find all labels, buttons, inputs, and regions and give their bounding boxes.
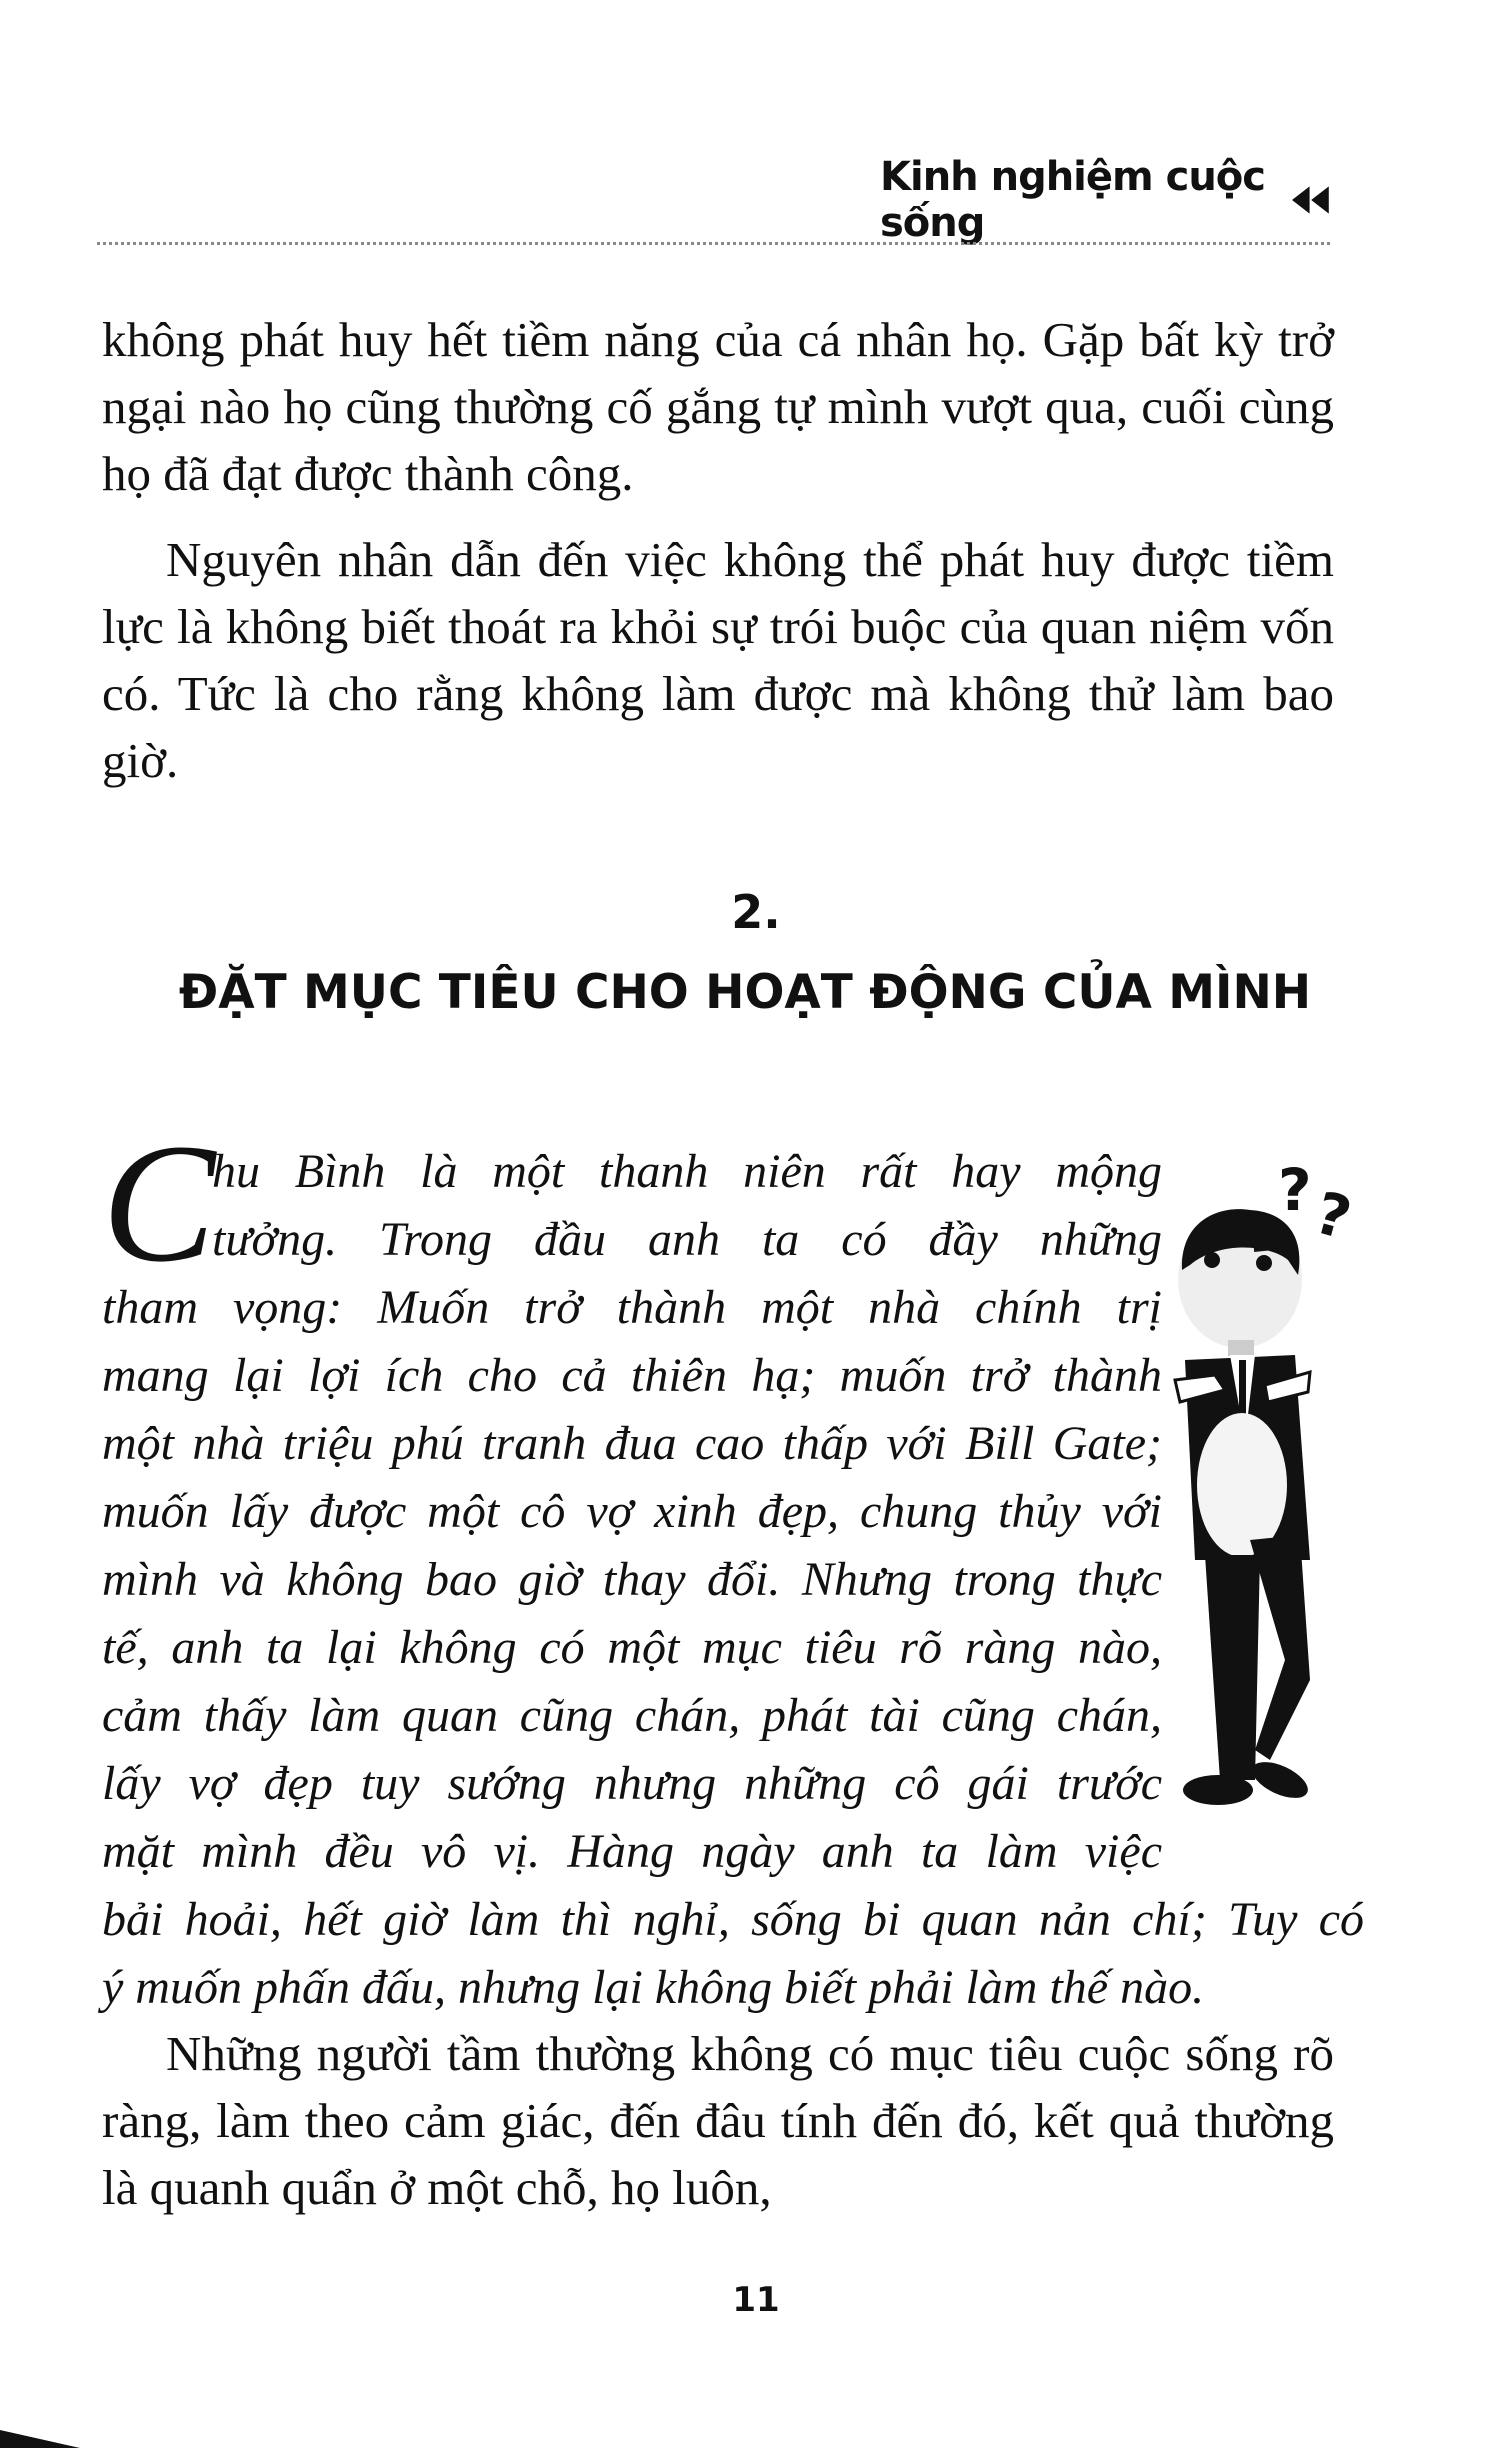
- story-line: cảm thấy làm quan cũng chán, phát tài cũng chán,: [102, 1689, 1162, 1742]
- story-line: một nhà triệu phú tranh đua cao thấp với Bill Gate;: [102, 1417, 1162, 1470]
- rewind-icon: [1292, 183, 1330, 217]
- section-title: ĐẶT MỤC TIÊU CHO HOẠT ĐỘNG CỦA MÌNH: [178, 965, 1312, 1020]
- question-mark-icon: ?: [1278, 1156, 1312, 1224]
- question-mark-icon: ?: [1308, 1178, 1359, 1253]
- page-number: 11: [732, 2280, 780, 2320]
- story-line: tưởng. Trong đầu anh ta có đầy những: [212, 1213, 1162, 1266]
- story-paragraph: [102, 1109, 1364, 2022]
- story-line: hu Bình là một thanh niên rất hay mộng: [212, 1145, 1162, 1198]
- paragraph-continued: không phát huy hết tiềm năng của cá nhân họ. Gặp bất kỳ trở ngại nào họ cũng thường cố gắng tự mình vượt qua, cuối cùng họ đã đạt được thành công.: [102, 312, 1334, 501]
- paragraph-cause: Nguyên nhân dẫn đến việc không thể phát huy được tiềm lực là không biết thoát ra khỏi sự trói buộc của quan niệm vốn có. Tức là cho rằng không làm được mà không thử làm bao giờ.: [102, 532, 1334, 788]
- story-line: tham vọng: Muốn trở thành một nhà chính trị: [102, 1281, 1162, 1334]
- story-line: lấy vợ đẹp tuy sướng nhưng những cô gái trước: [102, 1757, 1162, 1810]
- story-line: mang lại lợi ích cho cả thiên hạ; muốn trở thành: [102, 1349, 1162, 1402]
- page-edge-shadow: [0, 2430, 80, 2448]
- running-header: [880, 154, 1330, 246]
- story-line: tế, anh ta lại không có một mục tiêu rõ ràng nào,: [102, 1621, 1162, 1674]
- story-line: mình và không bao giờ thay đổi. Nhưng trong thực: [102, 1553, 1162, 1606]
- paragraph-ordinary-people: Những người tầm thường không có mục tiêu cuộc sống rõ ràng, làm theo cảm giác, đến đâu tính đến đó, kết quả thường là quanh quẩn ở một chỗ, họ luôn,: [102, 2026, 1334, 2215]
- story-line: mặt mình đều vô vị. Hàng ngày anh ta làm việc: [102, 1825, 1162, 1878]
- section-number: 2.: [731, 885, 781, 939]
- confused-man-illustration: [1160, 1140, 1400, 1840]
- running-title: Kinh nghiệm cuộc sống: [880, 154, 1265, 246]
- story-line: bải hoải, hết giờ làm thì nghỉ, sống bi quan nản chí; Tuy có: [102, 1893, 1364, 1946]
- header-dotted-rule: [97, 242, 1330, 245]
- story-line: ý muốn phấn đấu, nhưng lại không biết phải làm thế nào.: [102, 1961, 1205, 2014]
- story-line: muốn lấy được một cô vợ xinh đẹp, chung thủy với: [102, 1485, 1162, 1538]
- drop-cap: C: [102, 1109, 216, 1297]
